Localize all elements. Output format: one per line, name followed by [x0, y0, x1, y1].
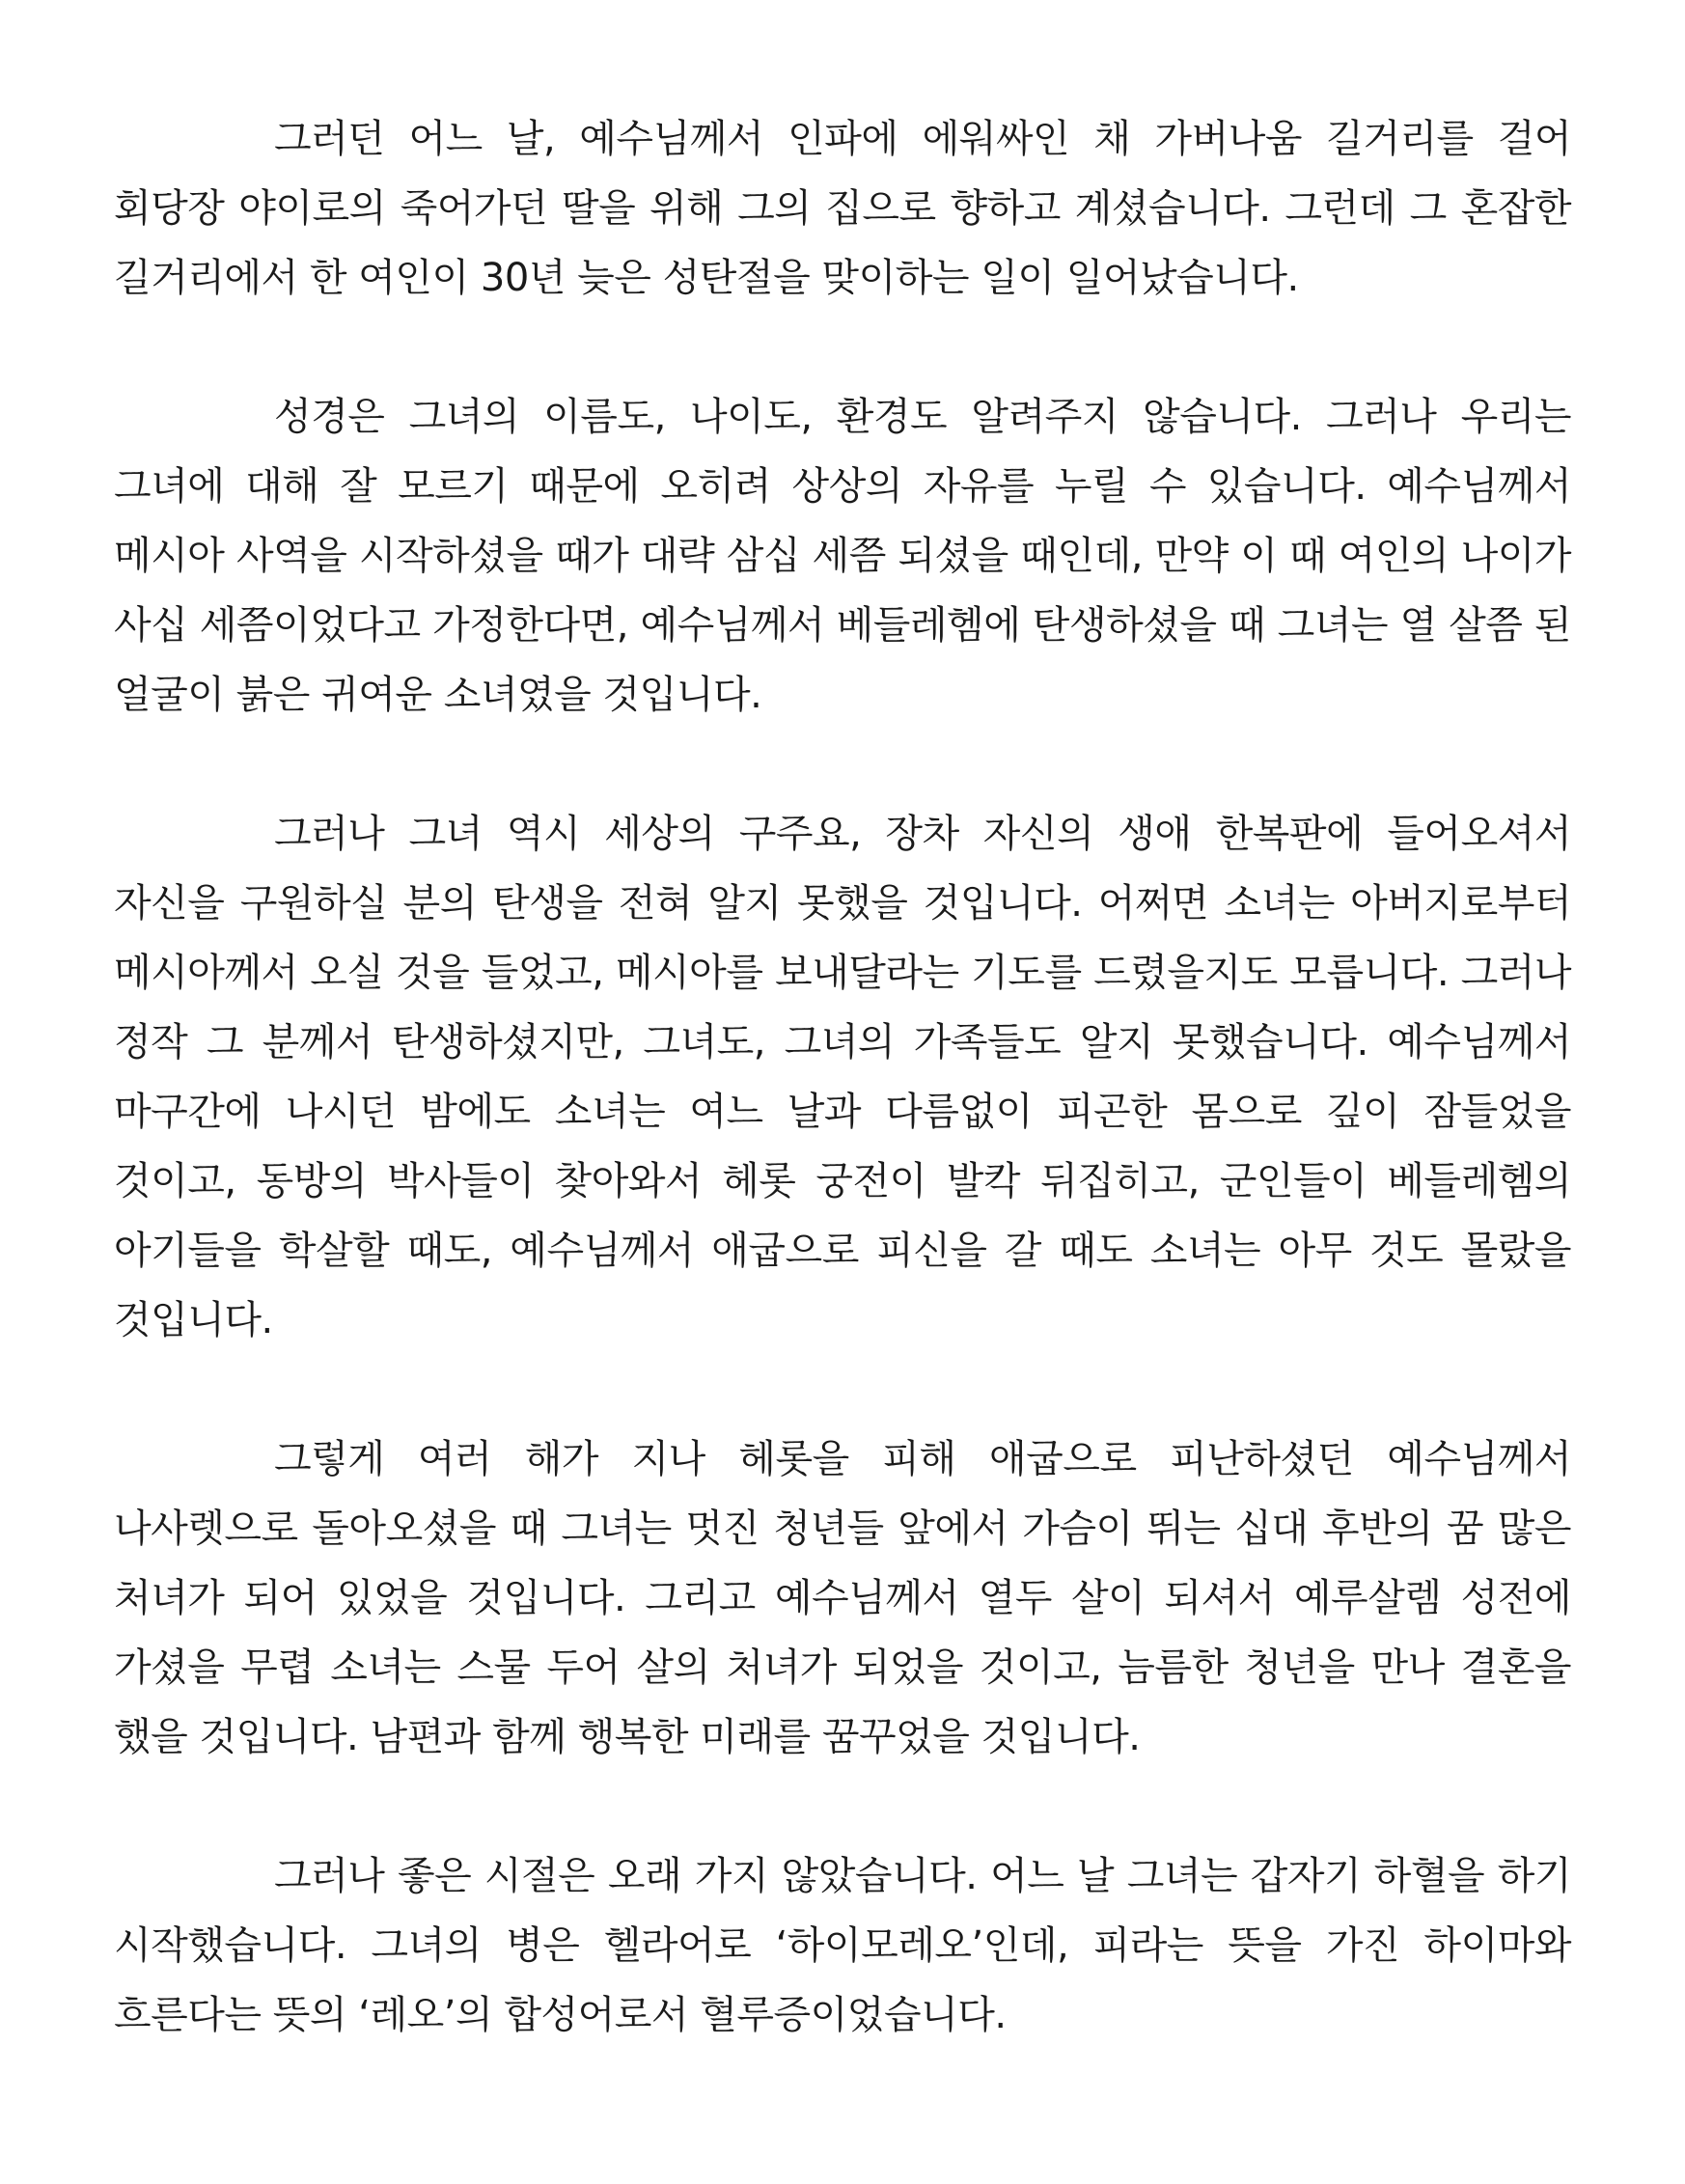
paragraph-3: 그러나 그녀 역시 세상의 구주요, 장차 자신의 생애 한복판에 들어오셔서 자신을 구원하실 분의 탄생을 전혀 알지 못했을 것입니다. 어쩌면 소녀는 아버지로부터 메시아께서 오실 것을 들었고, 메시아를 보내달라는 기도를 드렸을지도 모릅니다. 그러나 정작 그 분께서 탄생하셨지만, 그녀도, 그녀의 가족들도 알지 못했습니다. 예수님께서 마구간에 나시던 밤에도 소녀는 여느 날과 다름없이 피곤한 몸으로 깊이 잠들었을 것이고, 동방의 박사들이 찾아와서 헤롯 궁전이 발칵 뒤집히고, 군인들이 베들레헴의 아기들을 학살할 때도, 예수님께서 애굽으로 피신을 갈 때도 소녀는 아무 것도 몰랐을 것입니다. [114, 812, 1571, 1342]
paragraph-1: 그러던 어느 날, 예수님께서 인파에 에워싸인 채 가버나움 길거리를 걸어 회당장 야이로의 죽어가던 딸을 위해 그의 집으로 향하고 계셨습니다. 그런데 그 혼잡한 길거리에서 한 여인이 30년 늦은 성탄절을 맞이하는 일이 일어났습니다. [114, 117, 1571, 300]
paragraph-2: 성경은 그녀의 이름도, 나이도, 환경도 알려주지 않습니다. 그러나 우리는 그녀에 대해 잘 모르기 때문에 오히려 상상의 자유를 누릴 수 있습니다. 예수님께서 메시아 사역을 시작하셨을 때가 대략 삼십 세쯤 되셨을 때인데, 만약 이 때 여인의 나이가 사십 세쯤이었다고 가정한다면, 예수님께서 베들레헴에 탄생하셨을 때 그녀는 열 살쯤 된 얼굴이 붉은 귀여운 소녀였을 것입니다. [114, 395, 1571, 717]
paragraph-4: 그렇게 여러 해가 지나 헤롯을 피해 애굽으로 피난하셨던 예수님께서 나사렛으로 돌아오셨을 때 그녀는 멋진 청년들 앞에서 가슴이 뛰는 십대 후반의 꿈 많은 처녀가 되어 있었을 것입니다. 그리고 예수님께서 열두 살이 되셔서 예루살렘 성전에 가셨을 무렵 소녀는 스물 두어 살의 처녀가 되었을 것이고, 늠름한 청년을 만나 결혼을 했을 것입니다. 남편과 함께 행복한 미래를 꿈꾸었을 것입니다. [114, 1437, 1571, 1759]
paragraph-5: 그러나 좋은 시절은 오래 가지 않았습니다. 어느 날 그녀는 갑자기 하혈을 하기 시작했습니다. 그녀의 병은 헬라어로 ‘하이모레오’인데, 피라는 뜻을 가진 하이마와 흐른다는 뜻의 ‘레오’의 합성어로서 혈루증이었습니다. [114, 1854, 1571, 2037]
document-page [114, 104, 1571, 2050]
